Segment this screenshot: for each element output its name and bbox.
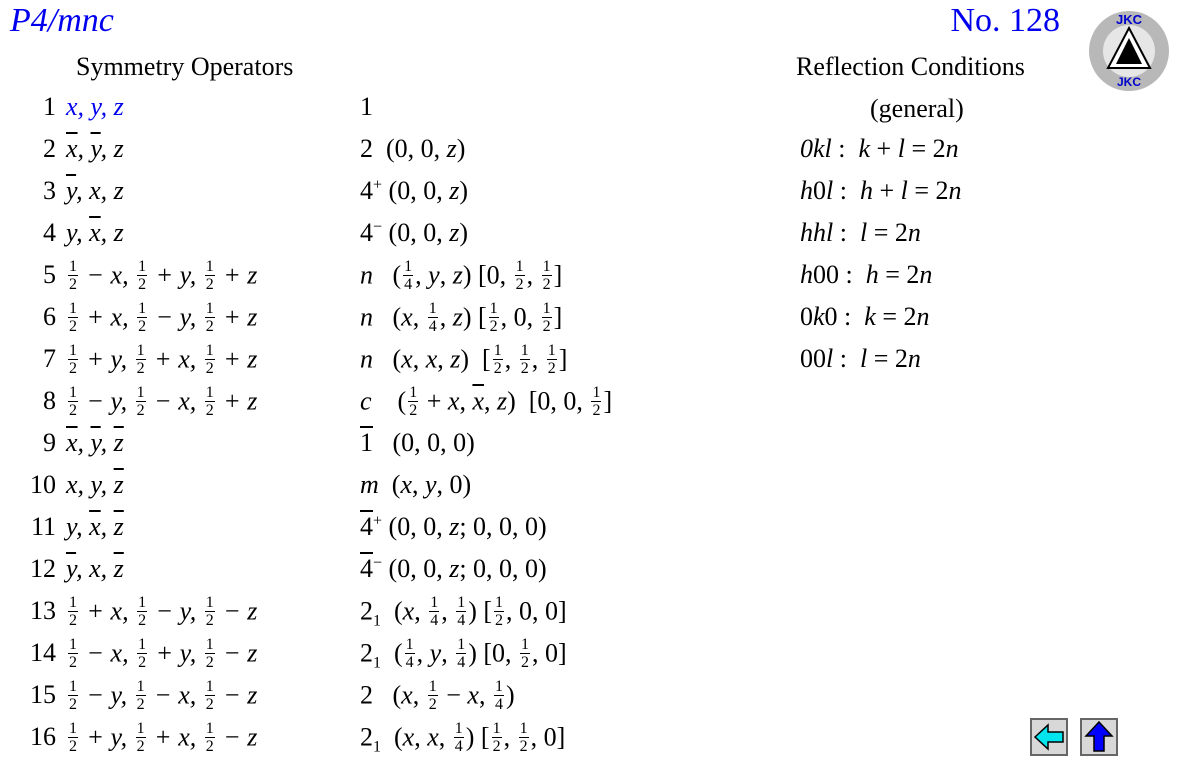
condition-row: h0l : h + l = 2n	[800, 176, 962, 205]
operator-row: 3 $\overline{y}$, x, z 4+ (0, 0, z)	[43, 176, 468, 205]
svg-text:JKC: JKC	[1115, 12, 1143, 27]
condition-row: 00l : l = 2n	[800, 344, 921, 373]
back-button[interactable]	[1030, 718, 1068, 756]
operator-row: 1 x, y, z 1	[43, 92, 373, 121]
operator-row: 4 y, $\overline{x}$, z 4− (0, 0, z)	[43, 218, 468, 247]
operator-row: 6 $\frac{1}{2}$ + x, $\frac{1}{2}$ − y, $\frac{1}{2}$ + z n (x, $\frac{1}{4}$ , z) [ $\frac{1}{2}$ , 0, $\frac{1}{2}$ ]	[43, 300, 563, 335]
condition-row: 0kl : k + l = 2n	[800, 134, 959, 163]
operator-row: 11 y, $\overline{x}$, $\overline{z}$ 4+ (0, 0, z; 0, 0, 0)	[30, 512, 547, 541]
up-arrow-icon	[1082, 720, 1116, 754]
up-button[interactable]	[1080, 718, 1118, 756]
operator-row: 8 $\frac{1}{2}$ − y, $\frac{1}{2}$ − x, $\frac{1}{2}$ + z c ( $\frac{1}{2}$ + x, $\overline{x}$, z) [0, 0, $\frac{1}{2}$ ]	[43, 384, 613, 419]
operator-row: 13 $\frac{1}{2}$ + x, $\frac{1}{2}$ − y, $\frac{1}{2}$ − z $2_1$ (x, $\frac{1}{4}$ , $\frac{1}{4}$ ) [ $\frac{1}{2}$ , 0, 0]	[30, 594, 567, 630]
condition-row: hhl : l = 2n	[800, 218, 921, 247]
operator-row: 12 $\overline{y}$, x, $\overline{z}$ 4− (0, 0, z; 0, 0, 0)	[30, 554, 547, 583]
operator-row: 14 $\frac{1}{2}$ − x, $\frac{1}{2}$ + y, $\frac{1}{2}$ − z $2_1$ ( $\frac{1}{4}$ , y, $\frac{1}{4}$ ) [0, $\frac{1}{2}$ , 0]	[30, 636, 567, 672]
left-arrow-icon	[1032, 720, 1066, 754]
condition-row: 0k0 : k = 2n	[800, 302, 930, 331]
condition-row: h00 : h = 2n	[800, 260, 933, 289]
reflection-conditions-heading: Reflection Conditions	[796, 52, 1025, 81]
operator-row: 16 $\frac{1}{2}$ + y, $\frac{1}{2}$ + x, $\frac{1}{2}$ − z $2_1$ (x, x, $\frac{1}{4}$ ) [ $\frac{1}{2}$ , $\frac{1}{2}$ , 0]	[30, 720, 566, 756]
page-title: P4/mnc	[10, 2, 114, 39]
reflection-conditions-subheading: (general)	[870, 94, 964, 123]
symmetry-operators-heading: Symmetry Operators	[76, 52, 294, 81]
operator-row: 15 $\frac{1}{2}$ − y, $\frac{1}{2}$ − x, $\frac{1}{2}$ − z 2 (x, $\frac{1}{2}$ − x, $\frac{1}{4}$ )	[30, 678, 515, 713]
operator-row: 9 $\overline{x}$, $\overline{y}$, $\overline{z}$ 1 (0, 0, 0)	[43, 428, 475, 457]
jkc-logo-icon	[1088, 10, 1170, 92]
svg-text:JKC: JKC	[1116, 75, 1142, 89]
operator-row: 2 $\overline{x}$, $\overline{y}$, z 2 (0, 0, z)	[43, 134, 466, 163]
operator-row: 5 $\frac{1}{2}$ − x, $\frac{1}{2}$ + y, $\frac{1}{2}$ + z n ( $\frac{1}{4}$ , y, z) [0, $\frac{1}{2}$ , $\frac{1}{2}$ ]	[43, 258, 563, 293]
operator-row: 10 x, y, $\overline{z}$ m (x, y, 0)	[30, 470, 472, 499]
space-group-number: No. 128	[950, 2, 1060, 39]
operator-row: 7 $\frac{1}{2}$ + y, $\frac{1}{2}$ + x, $\frac{1}{2}$ + z n (x, x, z) [ $\frac{1}{2}$ , $\frac{1}{2}$ , $\frac{1}{2}$ ]	[43, 342, 568, 377]
